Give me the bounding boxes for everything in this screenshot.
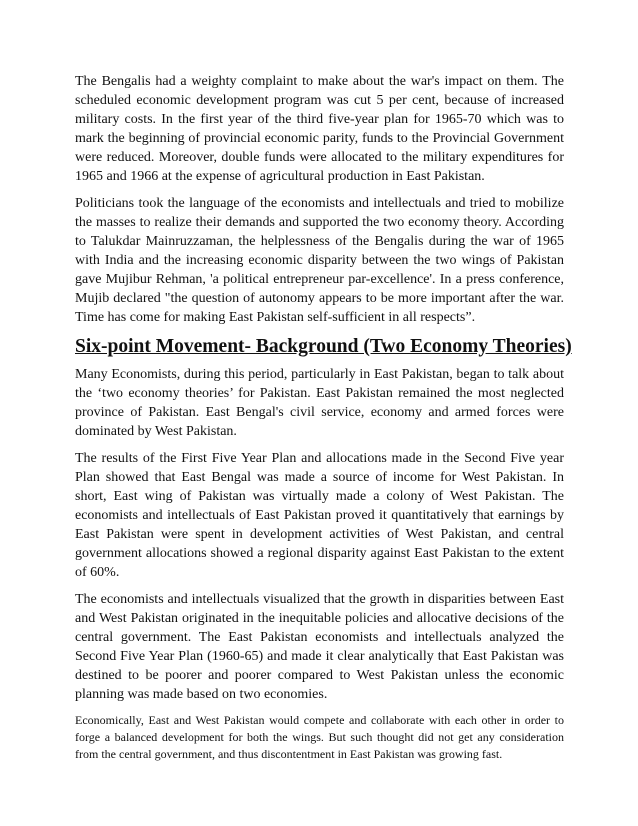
document-page <box>75 72 572 771</box>
paragraph-closing: Economically, East and West Pakistan would compete and collaborate with each other in order to forge a balanced development for both the wings. But such thought did not get any consideration from the central government, and thus discontentment in East Pakistan was growing fast. <box>75 713 564 761</box>
paragraph-five-year-plans: The results of the First Five Year Plan and allocations made in the Second Five year Plan showed that East Bengal was made a source of income for West Pakistan. In short, East wing of Pakistan was virtually made a colony of West Pakistan. The economists and intellectuals of East Pakistan proved it quantitatively that earnings by East Pakistan were spent in development activities of West Pakistan, and central government allocations showed a regional disparity against East Pakistan to the extent of 60%. <box>75 451 564 580</box>
section-heading: Six-point Movement- Background (Two Economy Theories) <box>75 336 572 357</box>
paragraph-politicians: Politicians took the language of the economists and intellectuals and tried to mobilize the masses to realize their demands and supported the two economy theory. According to Talukdar Mainruzzaman, the helplessness of the Bengalis during the war of 1965 with India and the increasing economic disparity between the two wings of Pakistan gave Mujibur Rehman, 'a political entrepreneur par-excellence'. In a press conference, Mujib declared "the question of autonomy appears to be more important after the war. Time has come for making East Pakistan self-sufficient in all respects”. <box>75 196 564 325</box>
paragraph-two-economy: Many Economists, during this period, particularly in East Pakistan, began to talk about the ‘two economy theories’ for Pakistan. East Pakistan remained the most neglected province of Pakistan. East Bengal's civil service, economy and armed forces were dominated by West Pakistan. <box>75 367 564 439</box>
paragraph-war-impact: The Bengalis had a weighty complaint to make about the war's impact on them. The scheduled economic development program was cut 5 per cent, because of increased military costs. In the first year of the third five-year plan for 1965-70 which was to mark the beginning of provincial economic parity, funds to the Provincial Government were reduced. Moreover, double funds were allocated to the military expenditures for 1965 and 1966 at the expense of agricultural production in East Pakistan. <box>75 74 564 184</box>
paragraph-disparities: The economists and intellectuals visualized that the growth in disparities between East and West Pakistan originated in the inequitable policies and allocative decisions of the central government. The East Pakistan economists and intellectuals analyzed the Second Five Year Plan (1960-65) and made it clear analytically that East Pakistan was destined to be poorer and poorer compared to West Pakistan unless the economic planning was made based on two economies. <box>75 592 564 702</box>
